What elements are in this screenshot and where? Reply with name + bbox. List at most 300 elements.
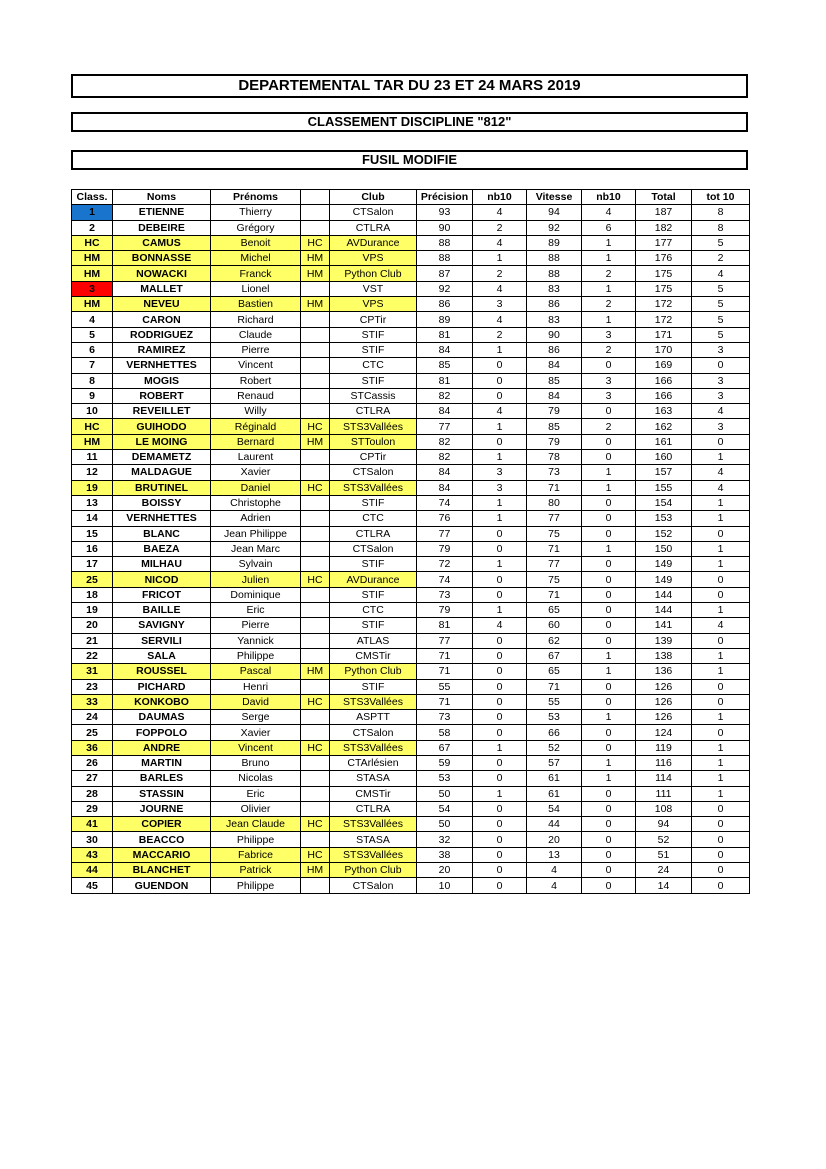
- total-cell: 126: [636, 694, 692, 709]
- tot10-cell: 5: [692, 312, 750, 327]
- total-cell: 114: [636, 771, 692, 786]
- nom-cell: MALDAGUE: [113, 465, 211, 480]
- rank-cell: 16: [72, 541, 113, 556]
- prenom-cell: Henri: [211, 679, 301, 694]
- tot10-cell: 0: [692, 847, 750, 862]
- total-cell: 177: [636, 235, 692, 250]
- category-cell: HC: [301, 847, 330, 862]
- prenom-cell: Philippe: [211, 878, 301, 893]
- rank-cell: 11: [72, 450, 113, 465]
- precision-cell: 79: [417, 603, 473, 618]
- prenom-cell: Vincent: [211, 740, 301, 755]
- club-cell: STIF: [330, 342, 417, 357]
- tot10-cell: 4: [692, 404, 750, 419]
- col-header-prenoms: Prénoms: [211, 190, 301, 205]
- prenom-cell: Bastien: [211, 297, 301, 312]
- vitesse-cell: 71: [527, 541, 582, 556]
- tot10-cell: 0: [692, 572, 750, 587]
- nb10-vitesse-cell: 2: [582, 297, 636, 312]
- nb10-precision-cell: 0: [473, 541, 527, 556]
- nom-cell: RAMIREZ: [113, 342, 211, 357]
- category-cell: [301, 710, 330, 725]
- rank-cell: 6: [72, 342, 113, 357]
- prenom-cell: Julien: [211, 572, 301, 587]
- prenom-cell: Jean Philippe: [211, 526, 301, 541]
- nb10-precision-cell: 0: [473, 434, 527, 449]
- category-cell: [301, 725, 330, 740]
- rank-cell: 28: [72, 786, 113, 801]
- nb10-precision-cell: 0: [473, 388, 527, 403]
- club-cell: STIF: [330, 618, 417, 633]
- col-header-class: Class.: [72, 190, 113, 205]
- rank-cell: 14: [72, 511, 113, 526]
- vitesse-cell: 90: [527, 327, 582, 342]
- table-row: [72, 404, 750, 419]
- precision-cell: 55: [417, 679, 473, 694]
- table-row: [72, 511, 750, 526]
- club-cell: Python Club: [330, 664, 417, 679]
- vitesse-cell: 61: [527, 786, 582, 801]
- vitesse-cell: 94: [527, 205, 582, 220]
- total-cell: 111: [636, 786, 692, 801]
- nb10-vitesse-cell: 0: [582, 679, 636, 694]
- vitesse-cell: 86: [527, 297, 582, 312]
- vitesse-cell: 65: [527, 603, 582, 618]
- nb10-vitesse-cell: 0: [582, 633, 636, 648]
- tot10-cell: 1: [692, 541, 750, 556]
- nom-cell: COPIER: [113, 817, 211, 832]
- category-cell: HC: [301, 740, 330, 755]
- vitesse-cell: 60: [527, 618, 582, 633]
- category-cell: HM: [301, 251, 330, 266]
- tot10-cell: 1: [692, 755, 750, 770]
- category-cell: HM: [301, 266, 330, 281]
- tot10-cell: 0: [692, 725, 750, 740]
- nom-cell: LE MOING: [113, 434, 211, 449]
- nom-cell: NEVEU: [113, 297, 211, 312]
- club-cell: STIF: [330, 327, 417, 342]
- precision-cell: 81: [417, 618, 473, 633]
- nom-cell: FRICOT: [113, 587, 211, 602]
- category-cell: [301, 648, 330, 663]
- prenom-cell: Laurent: [211, 450, 301, 465]
- rank-cell: 7: [72, 358, 113, 373]
- vitesse-cell: 71: [527, 679, 582, 694]
- prenom-cell: Renaud: [211, 388, 301, 403]
- precision-cell: 88: [417, 235, 473, 250]
- total-cell: 149: [636, 557, 692, 572]
- nom-cell: BONNASSE: [113, 251, 211, 266]
- club-cell: STASA: [330, 832, 417, 847]
- prenom-cell: Patrick: [211, 863, 301, 878]
- nom-cell: BRUTINEL: [113, 480, 211, 495]
- vitesse-cell: 65: [527, 664, 582, 679]
- vitesse-cell: 61: [527, 771, 582, 786]
- vitesse-cell: 13: [527, 847, 582, 862]
- table-header-row: [72, 190, 750, 205]
- category-cell: [301, 358, 330, 373]
- vitesse-cell: 44: [527, 817, 582, 832]
- nb10-vitesse-cell: 0: [582, 878, 636, 893]
- tot10-cell: 2: [692, 251, 750, 266]
- rank-cell: 21: [72, 633, 113, 648]
- rank-cell: 27: [72, 771, 113, 786]
- table-row: [72, 847, 750, 862]
- rank-cell: 8: [72, 373, 113, 388]
- nom-cell: CAMUS: [113, 235, 211, 250]
- vitesse-cell: 62: [527, 633, 582, 648]
- prenom-cell: Franck: [211, 266, 301, 281]
- vitesse-cell: 75: [527, 572, 582, 587]
- prenom-cell: Vincent: [211, 358, 301, 373]
- club-cell: STASA: [330, 771, 417, 786]
- nom-cell: ANDRE: [113, 740, 211, 755]
- precision-cell: 71: [417, 694, 473, 709]
- col-header-noms: Noms: [113, 190, 211, 205]
- prenom-cell: Xavier: [211, 465, 301, 480]
- category-cell: [301, 801, 330, 816]
- table-row: [72, 358, 750, 373]
- vitesse-cell: 78: [527, 450, 582, 465]
- club-cell: STS3Vallées: [330, 419, 417, 434]
- category-cell: [301, 495, 330, 510]
- nb10-precision-cell: 0: [473, 679, 527, 694]
- rank-cell: 9: [72, 388, 113, 403]
- prenom-cell: Grégory: [211, 220, 301, 235]
- col-header-tot10: tot 10: [692, 190, 750, 205]
- total-cell: 163: [636, 404, 692, 419]
- category-cell: [301, 526, 330, 541]
- rank-cell: HM: [72, 266, 113, 281]
- nom-cell: KONKOBO: [113, 694, 211, 709]
- prenom-cell: Willy: [211, 404, 301, 419]
- vitesse-cell: 4: [527, 863, 582, 878]
- precision-cell: 58: [417, 725, 473, 740]
- nom-cell: SALA: [113, 648, 211, 663]
- nb10-precision-cell: 1: [473, 342, 527, 357]
- vitesse-cell: 89: [527, 235, 582, 250]
- club-cell: STIF: [330, 557, 417, 572]
- table-row: [72, 755, 750, 770]
- category-cell: [301, 450, 330, 465]
- vitesse-cell: 79: [527, 434, 582, 449]
- rank-cell: 18: [72, 587, 113, 602]
- total-cell: 108: [636, 801, 692, 816]
- nb10-precision-cell: 0: [473, 801, 527, 816]
- nb10-precision-cell: 0: [473, 755, 527, 770]
- total-cell: 51: [636, 847, 692, 862]
- category-cell: [301, 312, 330, 327]
- category-cell: HC: [301, 572, 330, 587]
- prenom-cell: Robert: [211, 373, 301, 388]
- nb10-vitesse-cell: 0: [582, 863, 636, 878]
- nb10-precision-cell: 0: [473, 358, 527, 373]
- table-row: [72, 817, 750, 832]
- nb10-precision-cell: 0: [473, 648, 527, 663]
- precision-cell: 74: [417, 495, 473, 510]
- nom-cell: SAVIGNY: [113, 618, 211, 633]
- precision-cell: 84: [417, 465, 473, 480]
- nom-cell: NICOD: [113, 572, 211, 587]
- club-cell: STIF: [330, 679, 417, 694]
- nb10-vitesse-cell: 0: [582, 694, 636, 709]
- rank-cell: 23: [72, 679, 113, 694]
- rank-cell: 19: [72, 603, 113, 618]
- table-row: [72, 725, 750, 740]
- category-cell: HC: [301, 235, 330, 250]
- prenom-cell: Christophe: [211, 495, 301, 510]
- col-header-club: Club: [330, 190, 417, 205]
- nom-cell: MILHAU: [113, 557, 211, 572]
- rank-cell: 4: [72, 312, 113, 327]
- precision-cell: 87: [417, 266, 473, 281]
- category-cell: [301, 603, 330, 618]
- table-row: [72, 664, 750, 679]
- vitesse-cell: 83: [527, 312, 582, 327]
- precision-cell: 71: [417, 664, 473, 679]
- table-row: [72, 465, 750, 480]
- rank-cell: 10: [72, 404, 113, 419]
- total-cell: 161: [636, 434, 692, 449]
- nb10-vitesse-cell: 3: [582, 327, 636, 342]
- precision-cell: 72: [417, 557, 473, 572]
- category-cell: [301, 404, 330, 419]
- prenom-cell: Olivier: [211, 801, 301, 816]
- rank-cell: 25: [72, 725, 113, 740]
- club-cell: CTC: [330, 358, 417, 373]
- total-cell: 14: [636, 878, 692, 893]
- table-row: [72, 740, 750, 755]
- club-cell: CTSalon: [330, 878, 417, 893]
- vitesse-cell: 85: [527, 373, 582, 388]
- table-row: [72, 251, 750, 266]
- col-header-nb10-vitesse: nb10: [582, 190, 636, 205]
- total-cell: 166: [636, 373, 692, 388]
- total-cell: 187: [636, 205, 692, 220]
- nb10-precision-cell: 3: [473, 480, 527, 495]
- nb10-precision-cell: 4: [473, 618, 527, 633]
- tot10-cell: 4: [692, 480, 750, 495]
- table-row: [72, 710, 750, 725]
- tot10-cell: 0: [692, 801, 750, 816]
- rank-cell: 22: [72, 648, 113, 663]
- total-cell: 162: [636, 419, 692, 434]
- total-cell: 144: [636, 587, 692, 602]
- table-row: [72, 633, 750, 648]
- total-cell: 154: [636, 495, 692, 510]
- nb10-vitesse-cell: 0: [582, 725, 636, 740]
- page-title: DEPARTEMENTAL TAR DU 23 ET 24 MARS 2019: [71, 74, 748, 98]
- nb10-vitesse-cell: 0: [582, 587, 636, 602]
- rank-cell: 26: [72, 755, 113, 770]
- club-cell: STCassis: [330, 388, 417, 403]
- total-cell: 52: [636, 832, 692, 847]
- club-cell: ATLAS: [330, 633, 417, 648]
- table-row: [72, 342, 750, 357]
- nb10-precision-cell: 1: [473, 495, 527, 510]
- results-table: [71, 189, 750, 894]
- nom-cell: MARTIN: [113, 755, 211, 770]
- table-row: [72, 771, 750, 786]
- total-cell: 136: [636, 664, 692, 679]
- rank-cell: 20: [72, 618, 113, 633]
- tot10-cell: 5: [692, 297, 750, 312]
- precision-cell: 10: [417, 878, 473, 893]
- table-row: [72, 603, 750, 618]
- prenom-cell: Thierry: [211, 205, 301, 220]
- rank-cell: 41: [72, 817, 113, 832]
- table-row: [72, 541, 750, 556]
- vitesse-cell: 71: [527, 587, 582, 602]
- prenom-cell: Eric: [211, 786, 301, 801]
- nb10-precision-cell: 0: [473, 817, 527, 832]
- vitesse-cell: 83: [527, 281, 582, 296]
- rank-cell: 1: [72, 205, 113, 220]
- nb10-vitesse-cell: 0: [582, 434, 636, 449]
- nb10-vitesse-cell: 2: [582, 266, 636, 281]
- col-header-total: Total: [636, 190, 692, 205]
- nb10-vitesse-cell: 0: [582, 618, 636, 633]
- tot10-cell: 0: [692, 679, 750, 694]
- precision-cell: 85: [417, 358, 473, 373]
- total-cell: 155: [636, 480, 692, 495]
- nom-cell: STASSIN: [113, 786, 211, 801]
- tot10-cell: 0: [692, 863, 750, 878]
- category-cell: [301, 327, 330, 342]
- prenom-cell: Yannick: [211, 633, 301, 648]
- table-row: [72, 205, 750, 220]
- total-cell: 182: [636, 220, 692, 235]
- vitesse-cell: 75: [527, 526, 582, 541]
- vitesse-cell: 67: [527, 648, 582, 663]
- precision-cell: 77: [417, 633, 473, 648]
- nb10-precision-cell: 0: [473, 664, 527, 679]
- nb10-vitesse-cell: 1: [582, 648, 636, 663]
- total-cell: 170: [636, 342, 692, 357]
- rank-cell: 3: [72, 281, 113, 296]
- vitesse-cell: 55: [527, 694, 582, 709]
- total-cell: 169: [636, 358, 692, 373]
- nb10-vitesse-cell: 0: [582, 526, 636, 541]
- prenom-cell: Bernard: [211, 434, 301, 449]
- category-cell: [301, 786, 330, 801]
- club-cell: CTLRA: [330, 801, 417, 816]
- nom-cell: MACCARIO: [113, 847, 211, 862]
- tot10-cell: 3: [692, 373, 750, 388]
- col-header-category: [301, 190, 330, 205]
- nb10-vitesse-cell: 0: [582, 557, 636, 572]
- tot10-cell: 1: [692, 495, 750, 510]
- nom-cell: DEMAMETZ: [113, 450, 211, 465]
- nb10-precision-cell: 2: [473, 220, 527, 235]
- vitesse-cell: 84: [527, 388, 582, 403]
- table-row: [72, 557, 750, 572]
- prenom-cell: Benoit: [211, 235, 301, 250]
- precision-cell: 84: [417, 404, 473, 419]
- nb10-precision-cell: 0: [473, 725, 527, 740]
- precision-cell: 20: [417, 863, 473, 878]
- table-row: [72, 297, 750, 312]
- nb10-vitesse-cell: 0: [582, 450, 636, 465]
- nb10-precision-cell: 0: [473, 771, 527, 786]
- table-row: [72, 312, 750, 327]
- table-row: [72, 587, 750, 602]
- tot10-cell: 1: [692, 664, 750, 679]
- nb10-precision-cell: 0: [473, 694, 527, 709]
- vitesse-cell: 88: [527, 266, 582, 281]
- nom-cell: GUENDON: [113, 878, 211, 893]
- table-row: [72, 863, 750, 878]
- nom-cell: ROUSSEL: [113, 664, 211, 679]
- rank-cell: 45: [72, 878, 113, 893]
- vitesse-cell: 53: [527, 710, 582, 725]
- tot10-cell: 4: [692, 465, 750, 480]
- club-cell: CTLRA: [330, 220, 417, 235]
- nb10-precision-cell: 0: [473, 587, 527, 602]
- nb10-precision-cell: 0: [473, 863, 527, 878]
- precision-cell: 88: [417, 251, 473, 266]
- club-cell: Python Club: [330, 863, 417, 878]
- table-row: [72, 679, 750, 694]
- nb10-vitesse-cell: 0: [582, 786, 636, 801]
- club-cell: STS3Vallées: [330, 694, 417, 709]
- nb10-vitesse-cell: 0: [582, 832, 636, 847]
- nb10-vitesse-cell: 0: [582, 740, 636, 755]
- precision-cell: 86: [417, 297, 473, 312]
- precision-cell: 74: [417, 572, 473, 587]
- vitesse-cell: 4: [527, 878, 582, 893]
- club-cell: VPS: [330, 251, 417, 266]
- category-cell: HC: [301, 419, 330, 434]
- precision-cell: 89: [417, 312, 473, 327]
- nom-cell: BOISSY: [113, 495, 211, 510]
- total-cell: 126: [636, 710, 692, 725]
- precision-cell: 84: [417, 480, 473, 495]
- prenom-cell: Jean Marc: [211, 541, 301, 556]
- club-cell: CPTir: [330, 450, 417, 465]
- category-cell: HM: [301, 434, 330, 449]
- nom-cell: BLANC: [113, 526, 211, 541]
- club-cell: CTArlésien: [330, 755, 417, 770]
- category-cell: [301, 633, 330, 648]
- vitesse-cell: 73: [527, 465, 582, 480]
- table-row: [72, 618, 750, 633]
- nb10-vitesse-cell: 1: [582, 755, 636, 770]
- nb10-vitesse-cell: 1: [582, 465, 636, 480]
- prenom-cell: Pascal: [211, 664, 301, 679]
- total-cell: 175: [636, 266, 692, 281]
- total-cell: 175: [636, 281, 692, 296]
- vitesse-cell: 88: [527, 251, 582, 266]
- nb10-vitesse-cell: 0: [582, 495, 636, 510]
- nom-cell: FOPPOLO: [113, 725, 211, 740]
- nb10-vitesse-cell: 1: [582, 541, 636, 556]
- nb10-vitesse-cell: 1: [582, 771, 636, 786]
- nb10-vitesse-cell: 0: [582, 404, 636, 419]
- tot10-cell: 1: [692, 771, 750, 786]
- table-row: [72, 388, 750, 403]
- prenom-cell: Pierre: [211, 342, 301, 357]
- tot10-cell: 0: [692, 694, 750, 709]
- nb10-vitesse-cell: 4: [582, 205, 636, 220]
- nb10-precision-cell: 1: [473, 740, 527, 755]
- tot10-cell: 0: [692, 358, 750, 373]
- rank-cell: 17: [72, 557, 113, 572]
- category-cell: [301, 388, 330, 403]
- category-cell: [301, 342, 330, 357]
- nb10-vitesse-cell: 3: [582, 373, 636, 388]
- nom-cell: BAILLE: [113, 603, 211, 618]
